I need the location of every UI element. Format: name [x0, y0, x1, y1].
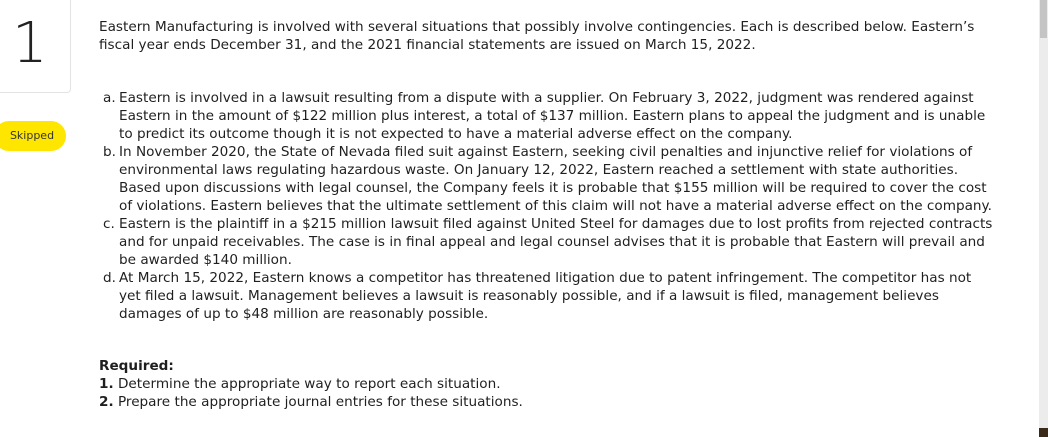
required-item-text: Prepare the appropriate journal entries for these situations. [113, 394, 523, 410]
question-number: 1 [12, 11, 48, 76]
scrollbar-thumb[interactable] [1040, 0, 1047, 38]
corner-marker [1039, 428, 1048, 437]
required-item-number: 2. [99, 394, 114, 410]
list-item-marker: a. [103, 90, 116, 106]
list-item [103, 89, 994, 143]
list-item [103, 269, 994, 323]
question-number-box [0, 0, 71, 93]
problem-intro: Eastern Manufacturing is involved with several situations that possibly involve contingencies. Each is described below. Eastern’s fiscal year ends December 31, and the 2021 financial statements are issued on March 15, 2022. [99, 19, 975, 53]
required-item-number: 1. [99, 376, 114, 392]
required-section [99, 357, 994, 411]
question-content [99, 18, 994, 411]
list-item-text: Eastern is involved in a lawsuit resulting from a dispute with a supplier. On February 3, 2022, judgment was rendered against Eastern in the amount of $122 million plus interest, a total of $137 million. Eastern plans to appeal the judgment and is unable to predict its outcome though it is not expected to have a material adverse effect on the company. [119, 90, 986, 142]
required-item [99, 375, 994, 393]
required-title: Required: [99, 358, 174, 374]
list-item-marker: b. [103, 144, 116, 160]
list-item-marker: c. [103, 216, 115, 232]
list-item [103, 143, 994, 215]
scrollbar[interactable] [1039, 0, 1048, 437]
list-item-text: Eastern is the plaintiff in a $215 million lawsuit filed against United Steel for damages due to lost profits from rejected contracts and for unpaid receivables. The case is in final appeal and legal counsel advises that it is probable that Eastern will prevail and be awarded $140 million. [119, 216, 993, 268]
status-badge: Skipped [0, 121, 66, 151]
situations-list [99, 89, 994, 323]
list-item-text: At March 15, 2022, Eastern knows a competitor has threatened litigation due to patent infringement. The competitor has not yet filed a lawsuit. Management believes a lawsuit is reasonably possible, and if a lawsuit is filed, management believes damages of up to $48 million are reasonably possible. [119, 270, 972, 322]
required-item-text: Determine the appropriate way to report each situation. [113, 376, 501, 392]
list-item-text: In November 2020, the State of Nevada filed suit against Eastern, seeking civil penalties and injunctive relief for violations of environmental laws regulating hazardous waste. On January 12, 2022, Eastern reached a settlement with state authorities. Based upon discussions with legal counsel, the Company feels it is probable that $155 million will be required to cover the cost of violations. Eastern believes that the ultimate settlement of this claim will not have a material adverse effect on the company. [119, 144, 992, 214]
required-item [99, 393, 994, 411]
list-item-marker: d. [103, 270, 116, 286]
list-item [103, 215, 994, 269]
